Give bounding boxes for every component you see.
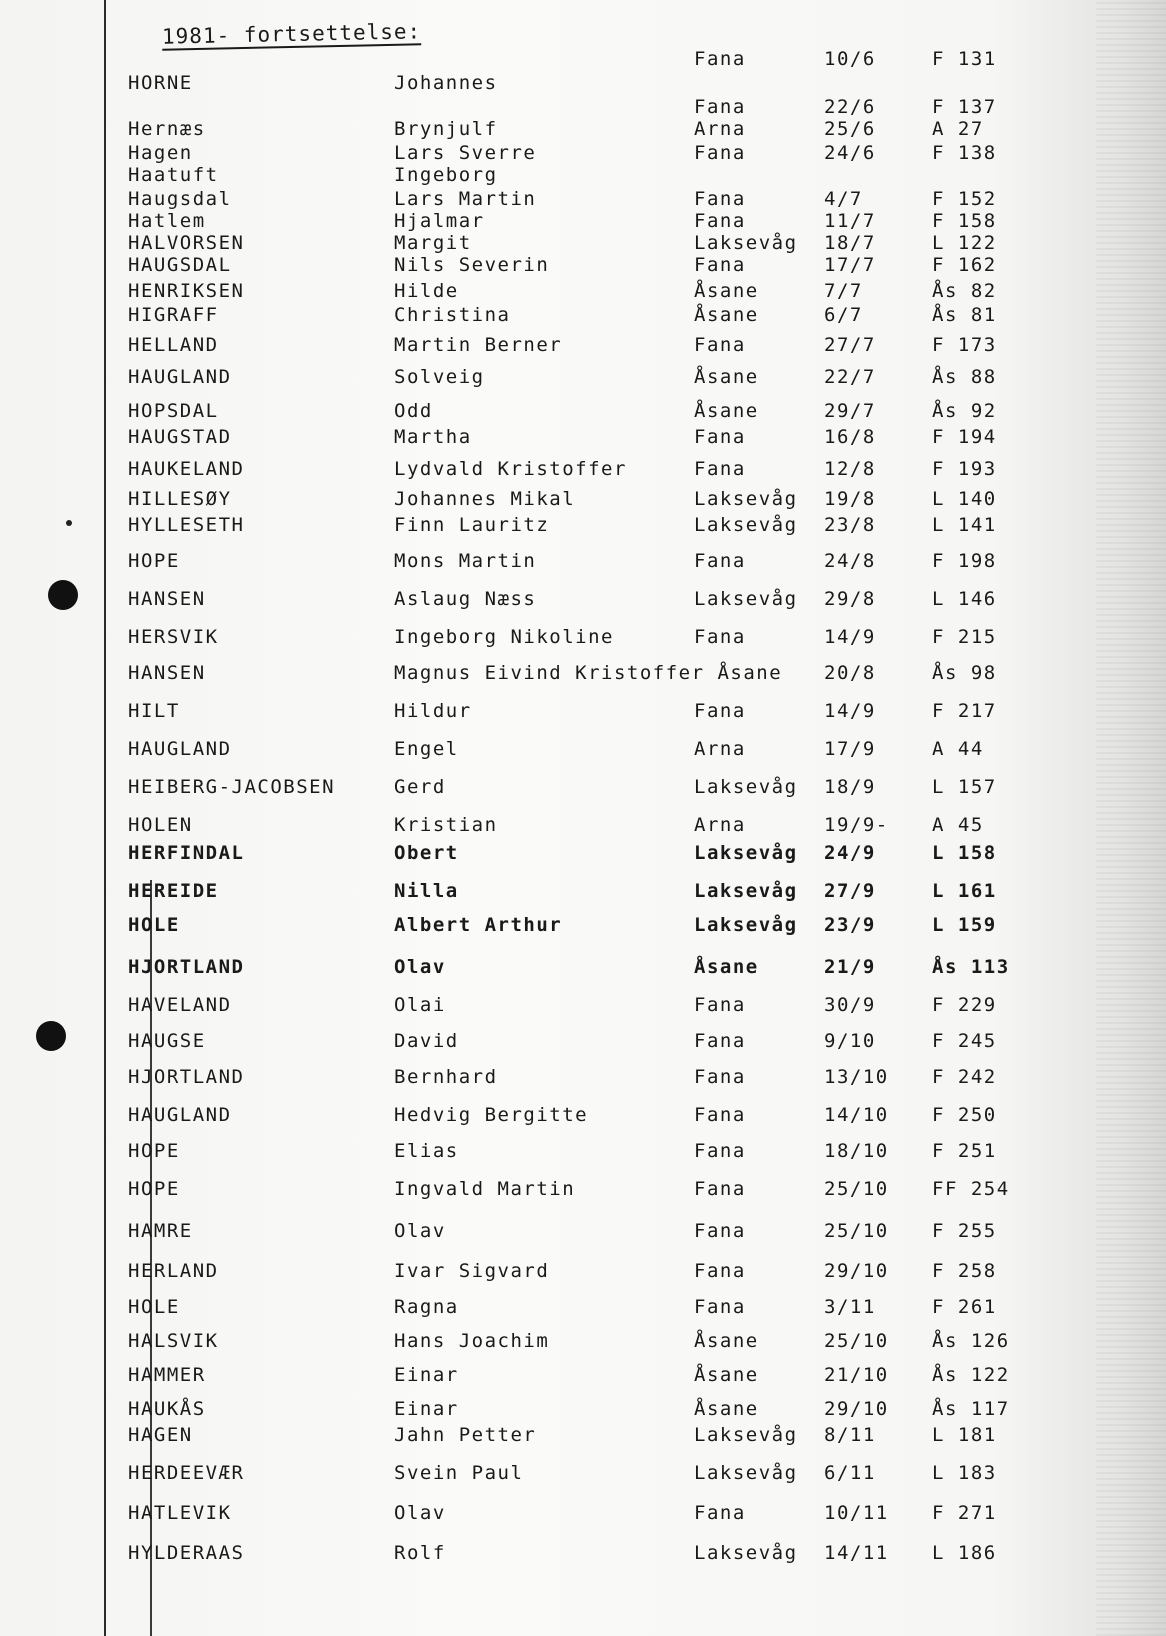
given-name: Christina — [394, 304, 511, 326]
register-row — [0, 626, 1166, 660]
code: F 242 — [932, 1066, 997, 1088]
surname: HAUKELAND — [128, 458, 245, 480]
register-row — [0, 1502, 1166, 1536]
register-row — [0, 700, 1166, 734]
district: Fana — [694, 1140, 746, 1162]
given-name: Elias — [394, 1140, 459, 1162]
district: Laksevåg — [694, 914, 798, 936]
surname: HAMRE — [128, 1220, 193, 1242]
surname: HAUKÅS — [128, 1398, 206, 1420]
surname: HEIBERG-JACOBSEN — [128, 776, 336, 798]
given-name: Lars Martin — [394, 188, 537, 210]
district: Fana — [694, 1030, 746, 1052]
given-name: Kristian — [394, 814, 498, 836]
register-row — [0, 1330, 1166, 1364]
code: F 194 — [932, 426, 997, 448]
district: Åsane — [694, 1330, 759, 1352]
surname: HOPSDAL — [128, 400, 219, 422]
date: 23/9 — [824, 914, 876, 936]
code: F 250 — [932, 1104, 997, 1126]
district: Laksevåg — [694, 1462, 798, 1484]
register-row — [0, 842, 1166, 876]
district: Åsane — [694, 304, 759, 326]
given-name: Olav — [394, 1220, 446, 1242]
register-row — [0, 1542, 1166, 1576]
code: Ås 113 — [932, 956, 1010, 978]
surname: HOPE — [128, 1178, 180, 1200]
code: F 131 — [932, 48, 997, 70]
code: Ås 122 — [932, 1364, 1010, 1386]
code: Ås 88 — [932, 366, 997, 388]
date: 29/10 — [824, 1260, 889, 1282]
surname: HOPE — [128, 550, 180, 572]
surname: HERSVIK — [128, 626, 219, 648]
date: 29/7 — [824, 400, 876, 422]
surname: Hagen — [128, 142, 193, 164]
code: F 229 — [932, 994, 997, 1016]
code: L 146 — [932, 588, 997, 610]
code: L 183 — [932, 1462, 997, 1484]
register-row — [0, 550, 1166, 584]
register-row — [0, 1140, 1166, 1174]
surname: HANSEN — [128, 588, 206, 610]
code: A 45 — [932, 814, 984, 836]
register-row — [0, 588, 1166, 622]
district: Åsane — [694, 280, 759, 302]
given-name: Rolf — [394, 1542, 446, 1564]
given-name: Brynjulf — [394, 118, 498, 140]
register-row — [0, 426, 1166, 460]
given-name: Hedvig Bergitte — [394, 1104, 589, 1126]
code: L 141 — [932, 514, 997, 536]
district: Laksevåg — [694, 588, 798, 610]
given-name: Nilla — [394, 880, 459, 902]
given-name: Solveig — [394, 366, 485, 388]
register-row — [0, 1220, 1166, 1254]
given-name: Hilde — [394, 280, 459, 302]
code: A 27 — [932, 118, 984, 140]
register-row — [0, 1260, 1166, 1294]
district: Åsane — [694, 400, 759, 422]
date: 18/9 — [824, 776, 876, 798]
given-name: Engel — [394, 738, 459, 760]
given-name: Lydvald Kristoffer — [394, 458, 627, 480]
district: Fana — [694, 1178, 746, 1200]
register-row — [0, 304, 1166, 338]
date: 25/6 — [824, 118, 876, 140]
district: Laksevåg — [694, 488, 798, 510]
given-name: Hildur — [394, 700, 472, 722]
district: Fana — [694, 994, 746, 1016]
district: Fana — [694, 188, 746, 210]
code: F 152 — [932, 188, 997, 210]
given-name: Aslaug Næss — [394, 588, 537, 610]
code: F 258 — [932, 1260, 997, 1282]
surname: HALVORSEN — [128, 232, 245, 254]
district: Åsane — [694, 956, 759, 978]
date: 14/10 — [824, 1104, 889, 1126]
date: 14/9 — [824, 626, 876, 648]
date: 23/8 — [824, 514, 876, 536]
date: 14/9 — [824, 700, 876, 722]
district: Fana — [694, 1260, 746, 1282]
given-name: Mons Martin — [394, 550, 537, 572]
surname: HAUGLAND — [128, 738, 232, 760]
surname: HAUGSE — [128, 1030, 206, 1052]
given-name: Olav — [394, 956, 446, 978]
given-name: Ingeborg — [394, 164, 498, 186]
date: 25/10 — [824, 1330, 889, 1352]
surname: HAUGLAND — [128, 366, 232, 388]
date: 10/11 — [824, 1502, 889, 1524]
given-name: Odd — [394, 400, 433, 422]
surname: HALSVIK — [128, 1330, 219, 1352]
surname: HAMMER — [128, 1364, 206, 1386]
given-name: Ingvald Martin — [394, 1178, 576, 1200]
district: Fana — [694, 334, 746, 356]
code: F 162 — [932, 254, 997, 276]
district: Arna — [694, 118, 746, 140]
surname: HENRIKSEN — [128, 280, 245, 302]
date: 27/7 — [824, 334, 876, 356]
given-name: Svein Paul — [394, 1462, 524, 1484]
date: 18/10 — [824, 1140, 889, 1162]
code: Ås 126 — [932, 1330, 1010, 1352]
register-row — [0, 1030, 1166, 1064]
code: F 215 — [932, 626, 997, 648]
district: Arna — [694, 738, 746, 760]
given-name: Finn Lauritz — [394, 514, 550, 536]
surname: Haatuft — [128, 164, 219, 186]
district: Laksevåg — [694, 514, 798, 536]
given-name: Ragna — [394, 1296, 459, 1318]
register-row — [0, 880, 1166, 914]
surname: HEREIDE — [128, 880, 219, 902]
surname: HAVELAND — [128, 994, 232, 1016]
date: 17/7 — [824, 254, 876, 276]
register-row — [0, 366, 1166, 400]
surname: HANSEN — [128, 662, 206, 684]
date: 16/8 — [824, 426, 876, 448]
district: Åsane — [694, 1364, 759, 1386]
surname: HJORTLAND — [128, 956, 245, 978]
surname: Hernæs — [128, 118, 206, 140]
register-row — [0, 1178, 1166, 1212]
page-title: 1981- fortsettelse: — [161, 19, 422, 49]
date: 24/9 — [824, 842, 876, 864]
date: 21/10 — [824, 1364, 889, 1386]
district: Fana — [694, 48, 746, 70]
given-name: David — [394, 1030, 459, 1052]
code: F 173 — [932, 334, 997, 356]
date: 17/9 — [824, 738, 876, 760]
code: L 140 — [932, 488, 997, 510]
district: Åsane — [694, 366, 759, 388]
date: 24/6 — [824, 142, 876, 164]
date: 4/7 — [824, 188, 863, 210]
date: 12/8 — [824, 458, 876, 480]
surname: HJORTLAND — [128, 1066, 245, 1088]
date: 21/9 — [824, 956, 876, 978]
surname: HILT — [128, 700, 180, 722]
date: 10/6 — [824, 48, 876, 70]
code: Ås 117 — [932, 1398, 1010, 1420]
code: L 161 — [932, 880, 997, 902]
date: 18/7 — [824, 232, 876, 254]
given-name: Jahn Petter — [394, 1424, 537, 1446]
register-row — [0, 776, 1166, 810]
date: 13/10 — [824, 1066, 889, 1088]
given-name: Johannes Mikal — [394, 488, 576, 510]
given-name: Martin Berner — [394, 334, 563, 356]
district: Laksevåg — [694, 232, 798, 254]
date: 19/9- — [824, 814, 889, 836]
district: Fana — [694, 550, 746, 572]
date: 14/11 — [824, 1542, 889, 1564]
given-name: Albert Arthur — [394, 914, 563, 936]
surname: HORNE — [128, 72, 193, 94]
date: 22/6 — [824, 96, 876, 118]
district: Fana — [694, 142, 746, 164]
register-row — [0, 1066, 1166, 1100]
given-name: Einar — [394, 1364, 459, 1386]
district: Fana — [694, 1502, 746, 1524]
code: Ås 92 — [932, 400, 997, 422]
surname: HELLAND — [128, 334, 219, 356]
surname: HATLEVIK — [128, 1502, 232, 1524]
code: L 181 — [932, 1424, 997, 1446]
date: 7/7 — [824, 280, 863, 302]
surname: Haugsdal — [128, 188, 232, 210]
surname: HILLESØY — [128, 488, 232, 510]
register-row — [0, 1424, 1166, 1458]
given-name: Lars Sverre — [394, 142, 537, 164]
district: Laksevåg — [694, 1542, 798, 1564]
date: 6/7 — [824, 304, 863, 326]
surname: HAUGSDAL — [128, 254, 232, 276]
code: F 198 — [932, 550, 997, 572]
given-name: Ingeborg Nikoline — [394, 626, 614, 648]
surname: HAGEN — [128, 1424, 193, 1446]
given-name: Gerd — [394, 776, 446, 798]
surname: HIGRAFF — [128, 304, 219, 326]
code: F 271 — [932, 1502, 997, 1524]
code: F 217 — [932, 700, 997, 722]
district: Fana — [694, 1296, 746, 1318]
given-name: Hans Joachim — [394, 1330, 550, 1352]
date: 25/10 — [824, 1220, 889, 1242]
given-name: Ivar Sigvard — [394, 1260, 550, 1282]
surname: HAUGLAND — [128, 1104, 232, 1126]
date: 30/9 — [824, 994, 876, 1016]
district: Fana — [694, 626, 746, 648]
district: Fana — [694, 458, 746, 480]
register-row — [0, 1104, 1166, 1138]
date: 8/11 — [824, 1424, 876, 1446]
given-name: Martha — [394, 426, 472, 448]
date: 22/7 — [824, 366, 876, 388]
district: Fana — [694, 210, 746, 232]
register-row — [0, 994, 1166, 1028]
surname: HERDEEVÆR — [128, 1462, 245, 1484]
surname: HOLE — [128, 914, 180, 936]
register-row — [0, 334, 1166, 368]
given-name: Olav — [394, 1502, 446, 1524]
date: 24/8 — [824, 550, 876, 572]
register-row — [0, 1296, 1166, 1330]
code: F 137 — [932, 96, 997, 118]
code: Ås 98 — [932, 662, 997, 684]
given-name: Nils Severin — [394, 254, 550, 276]
code: F 138 — [932, 142, 997, 164]
code: L 122 — [932, 232, 997, 254]
given-name: Obert — [394, 842, 459, 864]
code: Ås 82 — [932, 280, 997, 302]
district: Fana — [694, 1104, 746, 1126]
surname: Hatlem — [128, 210, 206, 232]
district: Fana — [694, 700, 746, 722]
code: F 193 — [932, 458, 997, 480]
code: F 261 — [932, 1296, 997, 1318]
code: A 44 — [932, 738, 984, 760]
date: 11/7 — [824, 210, 876, 232]
given-name: Magnus Eivind Kristoffer Åsane — [394, 662, 783, 684]
code: FF 254 — [932, 1178, 1010, 1200]
surname: HYLLESETH — [128, 514, 245, 536]
surname: HERLAND — [128, 1260, 219, 1282]
code: L 158 — [932, 842, 997, 864]
district: Laksevåg — [694, 1424, 798, 1446]
district: Fana — [694, 1066, 746, 1088]
register-row — [0, 1364, 1166, 1398]
surname: HERFINDAL — [128, 842, 245, 864]
surname: HOLE — [128, 1296, 180, 1318]
code: F 245 — [932, 1030, 997, 1052]
code: L 157 — [932, 776, 997, 798]
code: F 255 — [932, 1220, 997, 1242]
register-row — [0, 956, 1166, 990]
code: L 159 — [932, 914, 997, 936]
date: 25/10 — [824, 1178, 889, 1200]
surname: HAUGSTAD — [128, 426, 232, 448]
date: 19/8 — [824, 488, 876, 510]
surname: HOPE — [128, 1140, 180, 1162]
district: Laksevåg — [694, 842, 798, 864]
district: Arna — [694, 814, 746, 836]
date: 29/10 — [824, 1398, 889, 1420]
given-name: Hjalmar — [394, 210, 485, 232]
register-row — [0, 1462, 1166, 1496]
district: Fana — [694, 1220, 746, 1242]
district: Fana — [694, 96, 746, 118]
district: Fana — [694, 426, 746, 448]
date: 6/11 — [824, 1462, 876, 1484]
code: L 186 — [932, 1542, 997, 1564]
register-row — [0, 662, 1166, 696]
date: 27/9 — [824, 880, 876, 902]
code: F 251 — [932, 1140, 997, 1162]
register-row — [0, 458, 1166, 492]
date: 20/8 — [824, 662, 876, 684]
surname: HYLDERAAS — [128, 1542, 245, 1564]
district: Åsane — [694, 1398, 759, 1420]
code: F 158 — [932, 210, 997, 232]
date: 9/10 — [824, 1030, 876, 1052]
register-row — [0, 914, 1166, 948]
register-row — [0, 738, 1166, 772]
district: Fana — [694, 254, 746, 276]
given-name: Bernhard — [394, 1066, 498, 1088]
district: Laksevåg — [694, 776, 798, 798]
date: 29/8 — [824, 588, 876, 610]
given-name: Einar — [394, 1398, 459, 1420]
district: Laksevåg — [694, 880, 798, 902]
given-name: Margit — [394, 232, 472, 254]
date: 3/11 — [824, 1296, 876, 1318]
code: Ås 81 — [932, 304, 997, 326]
given-name: Olai — [394, 994, 446, 1016]
surname: HOLEN — [128, 814, 193, 836]
register-row — [0, 514, 1166, 548]
given-name: Johannes — [394, 72, 498, 94]
